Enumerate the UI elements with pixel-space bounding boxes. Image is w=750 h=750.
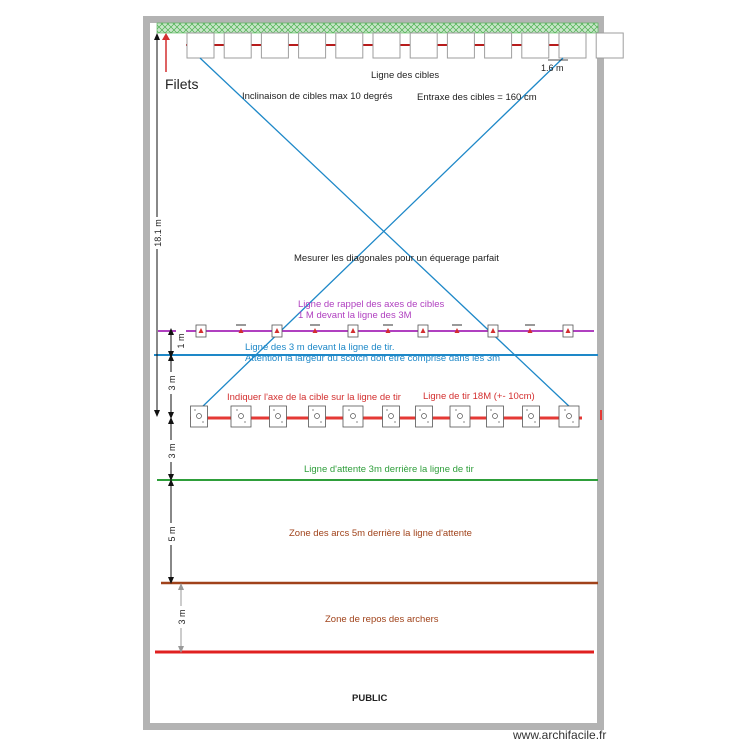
target-line-label: Ligne des cibles <box>371 70 440 81</box>
bow-zone-label: Zone des arcs 5m derrière la ligne d'attente <box>289 528 472 539</box>
target-box <box>596 33 623 58</box>
dim-3m-c-label: 3 m <box>177 606 187 628</box>
target-box <box>373 33 400 58</box>
station-box <box>383 406 400 427</box>
target-box <box>224 33 251 58</box>
target-box <box>410 33 437 58</box>
diagonals-note: Mesurer les diagonales pour un équerage parfait <box>294 253 499 264</box>
station-box <box>523 406 540 427</box>
station-box <box>231 406 251 427</box>
nets-band <box>157 23 598 33</box>
axis-note: Indiquer l'axe de la cible sur la ligne de tir <box>227 392 401 403</box>
station-box <box>416 406 433 427</box>
target-box <box>299 33 326 58</box>
dim-3m-b-label: 3 m <box>167 440 177 462</box>
station-box <box>450 406 470 427</box>
station-box <box>559 406 579 427</box>
station-box <box>487 406 504 427</box>
target-spacing-label: 1.6 m <box>541 63 564 73</box>
target-box <box>485 33 512 58</box>
target-box <box>522 33 549 58</box>
rest-zone-label: Zone de repos des archers <box>325 614 439 625</box>
recall-line-label-2: 1 M devant la ligne des 3M <box>298 310 412 321</box>
three-m-label-1: Ligne des 3 m devant la ligne de tir. <box>245 342 395 353</box>
waiting-line-label: Ligne d'attente 3m derrière la ligne de tir <box>304 464 474 475</box>
dim-18m-label: 18.1 m <box>153 217 163 249</box>
target-box <box>336 33 363 58</box>
dim-3m-a-label: 3 m <box>167 372 177 394</box>
target-box <box>187 33 214 58</box>
station-box <box>343 406 363 427</box>
shooting-line-label: Ligne de tir 18M (+- 10cm) <box>423 391 535 402</box>
nets-arrow-head <box>162 33 170 40</box>
tilt-note: Inclinaison de cibles max 10 degrés <box>242 91 393 102</box>
station-box <box>309 406 326 427</box>
nets-label: Filets <box>165 76 199 92</box>
public-label: PUBLIC <box>352 693 388 704</box>
target-box <box>559 33 586 58</box>
target-box <box>447 33 474 58</box>
watermark: www.archifacile.fr <box>513 728 607 742</box>
recall-line-label-1: Ligne de rappel des axes de cibles <box>298 299 445 310</box>
three-m-label-2: Attention la largeur du scotch doit être comprise dans les 3m <box>245 353 501 364</box>
spacing-note: Entraxe des cibles = 160 cm <box>417 92 537 103</box>
target-box <box>261 33 288 58</box>
dim-5m-label: 5 m <box>167 523 177 545</box>
station-box <box>270 406 287 427</box>
station-box <box>191 406 208 427</box>
dim-1m-label: 1 m <box>176 330 186 352</box>
